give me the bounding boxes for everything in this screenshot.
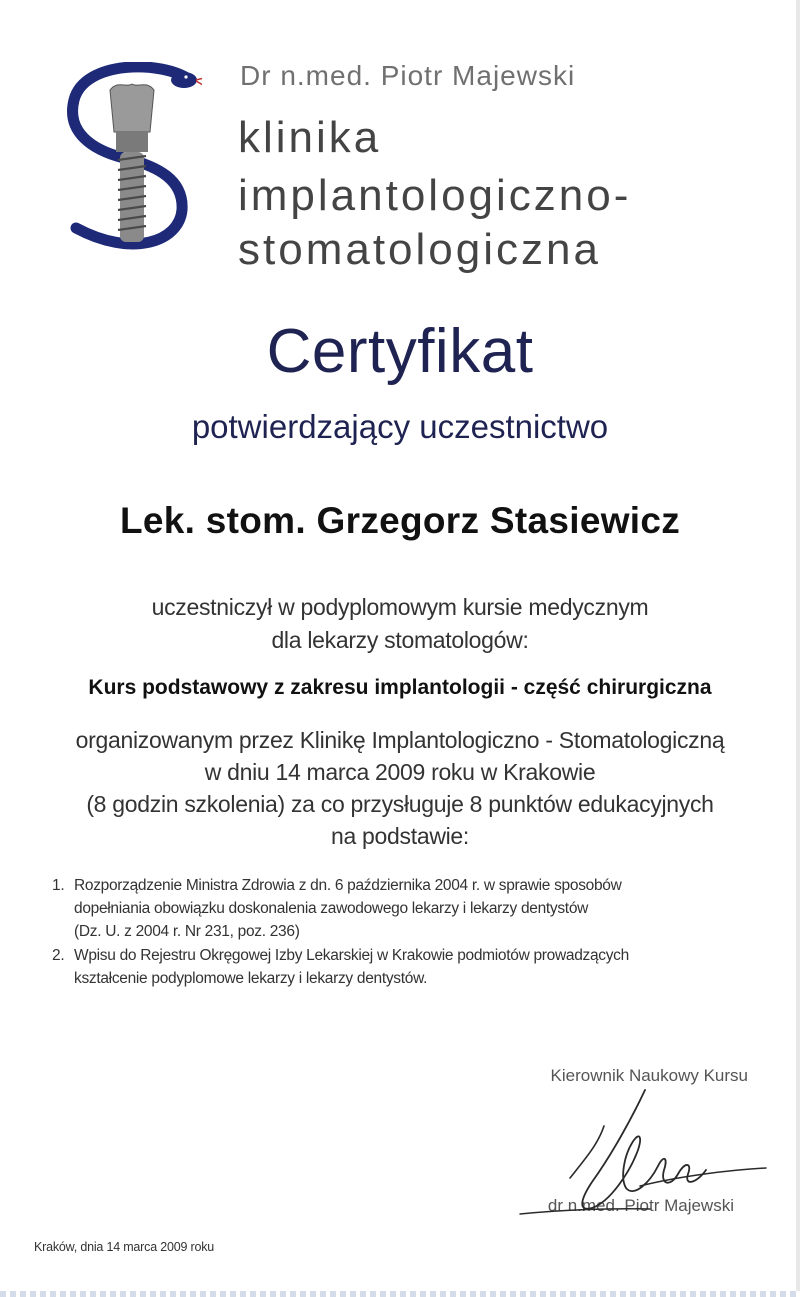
signature-block: [500, 1062, 770, 1232]
list-item: [52, 874, 772, 943]
recipient-name: Lek. stom. Grzegorz Stasiewicz: [119, 500, 681, 541]
clinic-logo: [62, 62, 202, 262]
snake-implant-icon: [62, 62, 202, 262]
list-item-number: 2.: [52, 947, 65, 964]
clinic-name-line1: klinika: [238, 113, 382, 162]
legal-basis-list: [52, 874, 772, 991]
list-item-line: dopełniania obowiązku doskonalenia zawodowego lekarzy i lekarzy dentystów: [74, 900, 589, 917]
doctor-name-header: Dr n.med. Piotr Majewski: [240, 60, 576, 91]
list-item-line: (Dz. U. z 2004 r. Nr 231, poz. 236): [74, 923, 300, 940]
participation-line1: uczestniczył w podyplomowym kursie medycznym: [151, 594, 649, 620]
participation-line2: dla lekarzy stomatologów:: [271, 627, 529, 653]
details-line1: organizowanym przez Klinikę Implantologiczno - Stomatologiczną: [75, 727, 725, 753]
list-item: [52, 944, 772, 990]
certificate-subtitle: potwierdzający uczestnictwo: [191, 408, 609, 445]
list-item-number: 1.: [52, 877, 65, 894]
handwritten-signature: [500, 1062, 770, 1232]
scan-edge-right: [796, 0, 800, 1297]
list-item-line: kształcenie podyplomowe lekarzy i lekarzy dentystów.: [74, 970, 428, 987]
clinic-name-line3: stomatologiczna: [238, 225, 601, 274]
details-line2: w dniu 14 marca 2009 roku w Krakowie: [204, 759, 596, 785]
clinic-name-line2: implantologiczno-: [238, 171, 632, 220]
details-line3: (8 godzin szkolenia) za co przysługuje 8 punktów edukacyjnych: [86, 791, 714, 817]
place-and-date: Kraków, dnia 14 marca 2009 roku: [34, 1240, 215, 1254]
list-item-line: Rozporządzenie Ministra Zdrowia z dn. 6 października 2004 r. w sprawie sposobów: [74, 877, 622, 894]
signature-printed-name: dr n.med. Piotr Majewski: [547, 1196, 734, 1215]
course-name: Kurs podstawowy z zakresu implantologii - część chirurgiczna: [88, 676, 712, 699]
certificate-title: Certyfikat: [266, 317, 534, 386]
details-line4: na podstawie:: [330, 823, 470, 849]
list-item-line: Wpisu do Rejestru Okręgowej Izby Lekarskiej w Krakowie podmiotów prowadzących: [74, 947, 629, 964]
signature-role: Kierownik Naukowy Kursu: [550, 1066, 748, 1085]
scan-edge-bottom: [0, 1291, 800, 1297]
